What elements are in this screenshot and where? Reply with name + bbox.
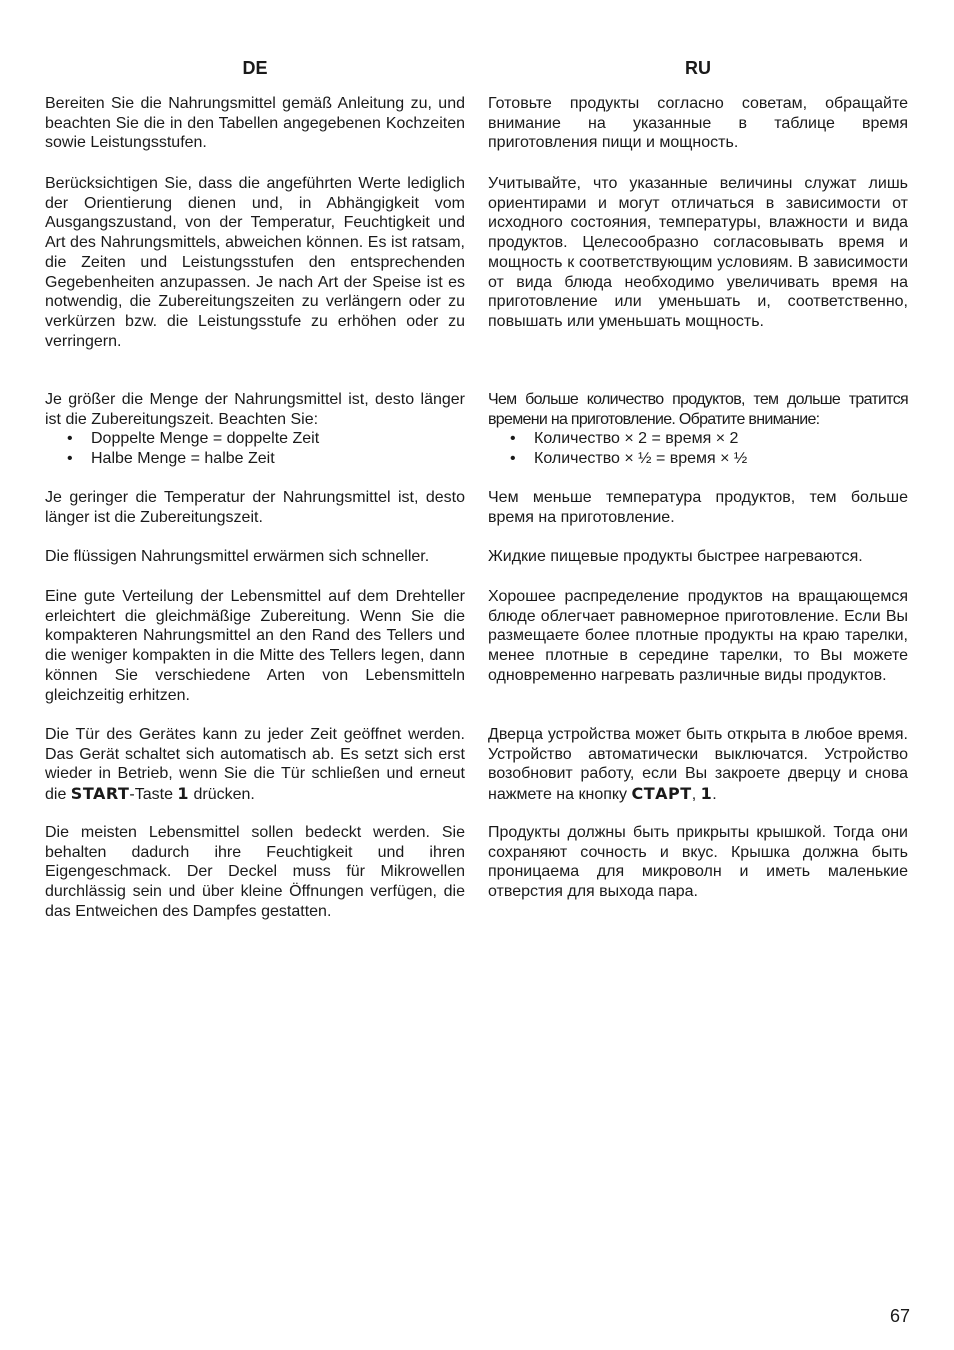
- key-number: 1: [700, 784, 713, 804]
- paragraph-quantity-de: [45, 390, 465, 469]
- paragraph-text: [488, 725, 908, 805]
- paragraph-text: Продукты должны быть прикрыты крышкой. Тогда они сохраняют сочность и вкус. Крышка должна быть проницаема для микроволн и иметь маленькие отверстия для выхода пара.: [488, 824, 908, 901]
- paragraph-distribution-de: [45, 587, 465, 705]
- paragraph-text: Je geringer die Temperatur der Nahrungsmittel ist, desto länger ist die Zubereitungszeit.: [45, 489, 465, 526]
- text-fragment: .: [712, 786, 717, 804]
- paragraph-text: Учитывайте, что указанные величины служат лишь ориентирами и могут отличаться в зависимости от исходного состояния, температуры, влажности и вида продуктов. Целесообразно согласовывать время и мощность к соответствующим условиям. В зависимости от вида блюда необходимо увеличивать время на приготовление или уменьшать и, соответственно, повышать или уменьшать мощность.: [488, 175, 908, 330]
- paragraph-text: [45, 725, 465, 805]
- column-ru: [488, 56, 908, 901]
- text-fragment: Die Tür des Gerätes kann zu jeder Zeit geöffnet werden. Das Gerät schaltet sich automatisch ab. Es setzt sich erst wieder in Betrieb, wenn Sie die Tür schließen und erneut die: [45, 726, 465, 804]
- paragraph-text: Bereiten Sie die Nahrungsmittel gemäß Anleitung zu, und beachten Sie die in den Tabellen angegebenen Kochzeiten sowie Leistungsstufen.: [45, 95, 465, 152]
- bullet-item: • Количество × ½ = время × ½: [488, 449, 908, 469]
- column-heading-de: DE: [242, 58, 268, 78]
- text-fragment: drücken.: [189, 786, 255, 804]
- paragraph-cover-de: [45, 823, 465, 922]
- bullet-list-ru: [488, 429, 908, 468]
- paragraph-cover-ru: [488, 823, 908, 902]
- text-fragment: -Taste: [129, 786, 178, 804]
- paragraph-temperature-ru: [488, 488, 908, 527]
- paragraph-text: Готовьте продукты согласно советам, обращайте внимание на указанные в таблице время приготовления пищи и мощность.: [488, 95, 908, 152]
- paragraph-text: Berücksichtigen Sie, dass die angeführten Werte lediglich der Orientierung dienen und, in Abhängigkeit vom Ausgangszustand, von der Temperatur, Feuchtigkeit und Art des Nahrungsmittels, abweichen können. Es ist ratsam, die Zeiten und Leistungsstufen den entsprechenden Gegebenheiten anzupassen. Je nach Art der Speise ist es notwendig, die Zubereitungszeiten zu verlängern oder zu verkürzen bzw. die Leistungsstufe zu erhöhen oder zu verringern.: [45, 175, 465, 350]
- paragraph-orientation-ru: [488, 174, 908, 332]
- bullet-item: • Doppelte Menge = doppelte Zeit: [45, 429, 465, 449]
- paragraph-text: Чем меньше температура продуктов, тем больше время на приготовление.: [488, 489, 908, 526]
- paragraph-liquids-de: [45, 547, 465, 567]
- paragraph-quantity-ru: [488, 390, 908, 469]
- page-number: 67: [889, 1306, 910, 1326]
- text-fragment: Дверца устройства может быть открыта в любое время. Устройство автоматически выключатся. Устройство возобновит работу, если Вы закроете дверцу и снова нажмете на кнопку: [488, 726, 908, 804]
- paragraph-temperature-de: [45, 488, 465, 527]
- paragraph-text: Je größer die Menge der Nahrungsmittel ist, desto länger ist die Zubereitungszeit. Beachten Sie:: [45, 391, 465, 428]
- paragraph-text: Die flüssigen Nahrungsmittel erwärmen sich schneller.: [45, 548, 430, 565]
- paragraph-preparation-de: [45, 94, 465, 153]
- paragraph-distribution-ru: [488, 587, 908, 686]
- paragraph-preparation-ru: [488, 94, 908, 153]
- column-heading-ru: RU: [685, 58, 711, 78]
- paragraph-orientation-de: [45, 174, 465, 351]
- paragraph-liquids-ru: [488, 547, 908, 567]
- bullet-item: • Количество × 2 = время × 2: [488, 429, 908, 449]
- paragraph-text: Жидкие пищевые продукты быстрее нагреваются.: [488, 548, 863, 565]
- paragraph-text: Хорошее распределение продуктов на вращающемся блюде облегчает равномерное приготовление. Если Вы размещаете более плотные продукты на краю тарелки, менее плотные в середине тарелки, то Вы можете одновременно нагревать различные виды продуктов.: [488, 588, 908, 684]
- bullet-list-de: [45, 429, 465, 468]
- paragraph-text: Eine gute Verteilung der Lebensmittel auf dem Drehteller erleichtert die gleichmäßige Zubereitung. Wenn Sie die kompakteren Nahrungsmittel an den Rand des Tellers und die weniger kompakten in die Mitte des Tellers legen, dann können Sie verschiedene Arten von Lebensmitteln gleichzeitig erhitzen.: [45, 588, 465, 704]
- key-number: 1: [177, 784, 190, 804]
- paragraph-door-de: [45, 725, 465, 805]
- paragraph-text: Die meisten Lebensmittel sollen bedeckt werden. Sie behalten dadurch ihre Feuchtigkeit und ihren Eigengeschmack. Der Deckel muss für Mikrowellen durchlässig sein und über kleine Öffnungen verfügen, die das Entweichen des Dampfes gestatten.: [45, 824, 465, 920]
- paragraph-text: Чем больше количество продуктов, тем дольше тратится времени на приготовление. Обратите внимание:: [488, 391, 908, 428]
- text-fragment: ,: [691, 786, 701, 804]
- start-key-label: START: [70, 784, 130, 804]
- bullet-item: • Halbe Menge = halbe Zeit: [45, 449, 465, 469]
- start-key-label: СТАРТ: [631, 784, 692, 804]
- column-de: [45, 56, 465, 920]
- paragraph-door-ru: [488, 725, 908, 805]
